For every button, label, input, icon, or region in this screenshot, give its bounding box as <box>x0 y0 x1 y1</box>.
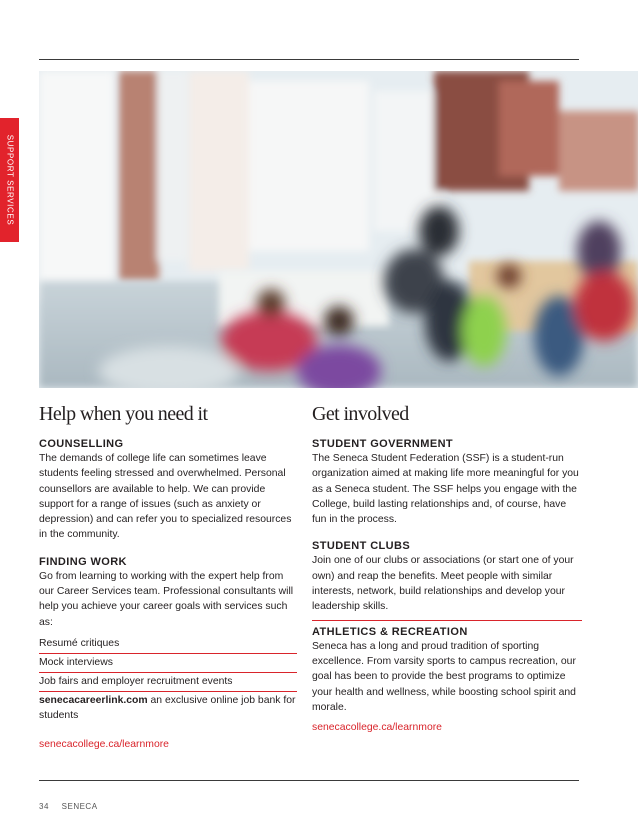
student-government-title: STUDENT GOVERNMENT <box>312 438 454 450</box>
students-photo <box>39 71 638 388</box>
left-learnmore-link[interactable]: senecacollege.ca/learnmore <box>39 738 169 750</box>
student-government-body: The Seneca Student Federation (SSF) is a student-run organization aimed at making life more meaningful for you as a Seneca student. The SSF helps you engage with the College, build lasting relationships and, of course, have fun in the process. <box>312 453 579 526</box>
counselling-section <box>39 437 297 543</box>
finding-work-section <box>39 555 297 725</box>
student-clubs-section <box>312 539 582 614</box>
right-learnmore-link[interactable]: senecacollege.ca/learnmore <box>312 722 442 734</box>
page-footer <box>39 802 108 811</box>
footer-brand: SENECA <box>61 802 98 811</box>
photo-illustration <box>39 71 638 388</box>
top-rule <box>39 59 579 60</box>
careerlink-site[interactable]: senecacareerlink.com <box>39 694 148 706</box>
left-heading: Help when you need it <box>39 403 208 425</box>
side-tab-label: SUPPORT SERVICES <box>5 134 14 226</box>
counselling-body: The demands of college life can sometimes leave students feeling stressed and overwhelmed. Personal counsellors are available to help. We can provide support for a range of issues (such as anxiety or depression) and can refer you to specialized resources in the community. <box>39 453 292 541</box>
list-item-mock-interviews: Mock interviews <box>39 654 297 673</box>
right-column <box>312 402 582 735</box>
career-services-list <box>39 635 297 725</box>
careerlink-description: an exclusive online job bank for students <box>39 694 296 721</box>
student-clubs-title: STUDENT CLUBS <box>312 540 411 553</box>
right-heading: Get involved <box>312 403 409 425</box>
list-item-resume: Resumé critiques <box>39 635 297 654</box>
left-column <box>39 402 297 752</box>
counselling-title: COUNSELLING <box>39 438 124 450</box>
finding-work-title: FINDING WORK <box>39 555 127 568</box>
page-number: 34 <box>39 802 49 811</box>
list-item-job-fairs: Job fairs and employer recruitment events <box>39 673 297 692</box>
athletics-section <box>312 625 582 715</box>
athletics-body: Seneca has a long and proud tradition of sporting excellence. From varsity sports to campus recreation, our goal has been to provide the best programs to optimize your health and wellness, while boosting school spirit and morale. <box>312 640 576 713</box>
student-government-section <box>312 437 582 527</box>
athletics-title: ATHLETICS & RECREATION <box>312 625 468 638</box>
list-item-careerlink <box>39 692 297 725</box>
finding-work-body: Go from learning to working with the expert help from our Career Services team. Professional consultants will help you achieve your career goals with services such as: <box>39 570 294 628</box>
student-clubs-body: Join one of our clubs or associations (or start one of your own) and reap the benefits. Meet people with similar interests, network, build relationships and develop your leadership skills. <box>312 555 574 613</box>
section-divider <box>312 620 582 621</box>
section-side-tab <box>0 118 19 242</box>
bottom-rule <box>39 780 579 781</box>
